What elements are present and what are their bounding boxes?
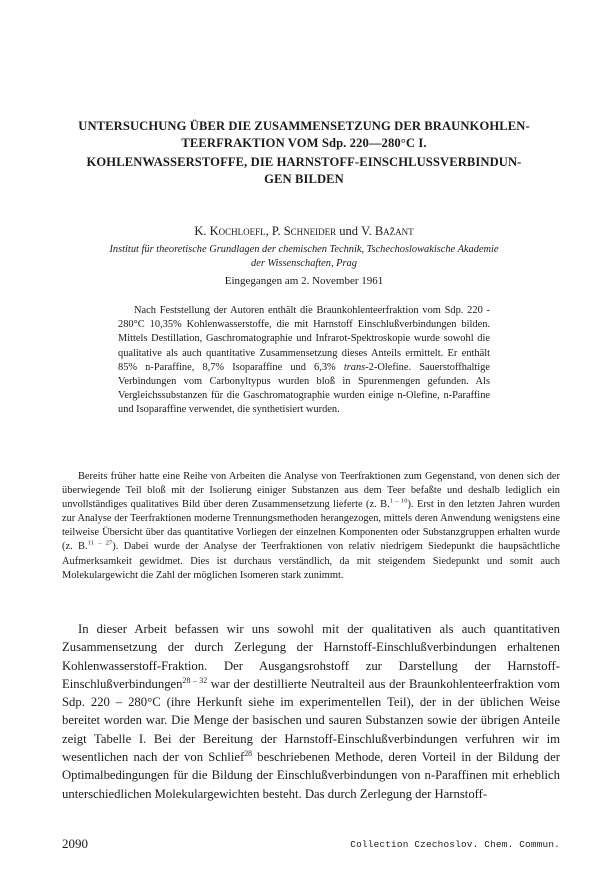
body-text-2: war der destillierte Neutralteil aus der Braunkohlenteerfraktion vom Sdp. 220 – 280°C (ihre Herkunft siehe im experimentellen Teil), der in der üblichen Weise bereitet worden war. Die Menge der basischen und sauren Substanzen sowie der übrigen Anteile zeigt Tabelle I. Bei der Bereitung der Harnstoff-Einschlußverbindungen verfuhren wir im wesentlichen nach der von Schlief xyxy=(62,676,561,765)
intro-text-1: Bereits früher hatte eine Reihe von Arbeiten die Analyse von Teerfraktionen zum Gegenstand, von denen sich der überwiegende Teil bloß mit der Isolierung einiger Substanzen aus dem Teer befaßte und deshalb lediglich ein unvollständiges qualitatives Bild über deren Zusammensetzung lieferte (z. B. xyxy=(62,471,560,511)
author-2: P. Schneider xyxy=(271,224,337,238)
author-1: K. Kochloefl xyxy=(194,224,266,238)
title-line-4: GEN BILDEN xyxy=(264,172,344,186)
intro-citation-1: 1 – 10 xyxy=(389,497,408,505)
author-separator-1: , xyxy=(265,224,272,238)
institution-affiliation xyxy=(62,243,546,270)
title-line-2: TEERFRAKTION VOM Sdp. 220—280°C I. xyxy=(181,136,427,150)
journal-name: Collection Czechoslov. Chem. Commun. xyxy=(350,839,560,850)
institution-line-1: Institut für theoretische Grundlagen der chemischen Technik, Tschechoslowakische Akademie xyxy=(109,244,499,255)
paper-title xyxy=(60,118,548,188)
abstract-text-2: -2-Olefine. Sauerstoffhaltige Verbindungen vom Carbonyltypus wurden bloß in Spurenmengen gefunden. Als Vergleichssubstanzen für die Gaschromatographie wurden einige n-Olefine, n-Paraffine und Isoparaffine verwendet, die synthetisiert wurden. xyxy=(118,361,490,416)
abstract-text-1: Nach Feststellung der Autoren enthält die Braunkohlenteerfraktion vom Sdp. 220 - 280°C 10,35% Kohlenwasserstoffe, die mit Harnstoff Einschlußverbindungen bilden. Mittels Destillation, Gaschromatographie und Infrarot-Spektroskopie wurde sowohl die qualitative als auch quantitative Zusammensetzung dieses Anteils ermittelt. Er enthält 85% n-Paraffine, 8,7% Isoparaffine und 6,3% xyxy=(118,305,490,373)
received-date: Eingegangen am 2. November 1961 xyxy=(224,275,384,287)
title-line-3: KOHLENWASSERSTOFFE, DIE HARNSTOFF-EINSCHLUSSVERBINDUN- xyxy=(86,155,522,169)
body-paragraph xyxy=(62,620,560,803)
body-text-3: beschriebenen Methode, deren Vorteil in der Bildung der Optimalbedingungen für die Bildung der Einschlußverbindungen von n-Paraffinen mit erheblich unterschiedlichen Molekulargewichten besteht. Das durch Zerlegung der Harnstoff- xyxy=(62,750,560,801)
author-3: V. Bažant xyxy=(361,224,414,238)
body-citation-2: 28 xyxy=(244,748,253,758)
author-list xyxy=(60,224,548,239)
intro-text-2: ). Erst in den letzten Jahren wurden zur Analyse der Teerfraktionen moderne Trennungsmethoden herangezogen, mittels deren Anwendung wenigstens eine teilweise Übersicht über das quantitative Vorliegen der einzelnen Komponenten oder Substanzgruppen erhalten wurde (z. B. xyxy=(62,499,561,553)
intro-paragraph xyxy=(62,470,560,583)
abstract-paragraph xyxy=(118,304,490,418)
page-number: 2090 xyxy=(62,836,88,851)
body-text-1: In dieser Arbeit befassen wir uns sowohl mit der qualitativen als auch quantitativen Zusammensetzung der durch Zerlegung der Harnstoff-Einschlußverbindungen erhaltenen Kohlenwasserstoff-Fraktion. Der Ausgangsrohstoff zur Darstellung der Harnstoff-Einschlußverbindungen xyxy=(62,622,560,691)
abstract-italic-trans: trans xyxy=(343,361,366,373)
intro-text-3: ). Dabei wurde der Analyse der Teerfraktionen von relativ niedrigem Siedepunkt die haupsächtliche Aufmerksamkeit gewidmet. Dies ist durchaus verständlich, da mit steigendem Siedepunkt und somit auch Molekulargewicht die Zahl der möglichen Isomeren stark zunimmt. xyxy=(62,541,560,581)
institution-line-2: der Wissenschaften, Prag xyxy=(251,257,357,269)
intro-citation-2: 11 – 27 xyxy=(87,540,113,547)
body-citation-1: 28 – 32 xyxy=(182,675,208,685)
title-line-1: UNTERSUCHUNG ÜBER DIE ZUSAMMENSETZUNG DER BRAUNKOHLEN- xyxy=(78,119,530,133)
author-separator-2: und xyxy=(336,224,362,238)
